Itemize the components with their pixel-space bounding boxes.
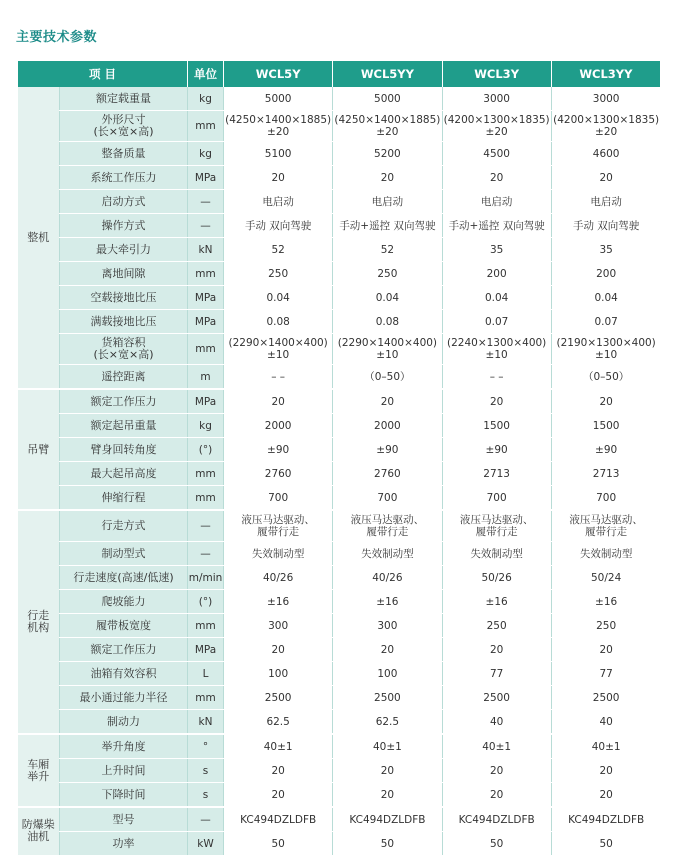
table-row (18, 686, 661, 710)
row-value: 液压马达驱动、 履带行走 (442, 510, 551, 542)
row-unit: mm (188, 334, 224, 365)
table-row (18, 807, 661, 832)
row-unit: m/min (188, 566, 224, 590)
table-row (18, 166, 661, 190)
row-value: 20 (442, 389, 551, 414)
row-value: 700 (333, 486, 442, 511)
row-item-label: 额定起吊重量 (60, 414, 188, 438)
table-row (18, 734, 661, 759)
row-value: 3000 (551, 87, 660, 111)
header-item: 项 目 (18, 61, 188, 87)
row-value: 20 (333, 166, 442, 190)
row-unit: L (188, 662, 224, 686)
row-value: 50 (224, 832, 333, 856)
header-model: WCL5YY (333, 61, 442, 87)
row-value: (2290×1400×400) ±10 (224, 334, 333, 365)
row-unit: (°) (188, 438, 224, 462)
row-unit: kg (188, 414, 224, 438)
row-value: 50/26 (442, 566, 551, 590)
row-value: – – (442, 365, 551, 390)
row-value: 100 (333, 662, 442, 686)
row-item-label: 制动力 (60, 710, 188, 735)
row-value: KC494DZLDFB (224, 807, 333, 832)
group-label: 吊臂 (18, 389, 60, 510)
row-value: 62.5 (333, 710, 442, 735)
row-value: 20 (333, 783, 442, 808)
row-value: 2500 (333, 686, 442, 710)
row-value: 0.04 (224, 286, 333, 310)
row-value: 40 (442, 710, 551, 735)
row-value: 300 (224, 614, 333, 638)
row-value: KC494DZLDFB (333, 807, 442, 832)
row-value: 0.07 (442, 310, 551, 334)
row-item-label: 启动方式 (60, 190, 188, 214)
row-item-label: 举升角度 (60, 734, 188, 759)
table-row (18, 238, 661, 262)
row-unit: MPa (188, 389, 224, 414)
row-item-label: 遥控距离 (60, 365, 188, 390)
row-unit: kW (188, 832, 224, 856)
row-value: 0.08 (333, 310, 442, 334)
row-value: 40 (551, 710, 660, 735)
row-value: ±16 (551, 590, 660, 614)
table-row (18, 214, 661, 238)
row-item-label: 最大起吊高度 (60, 462, 188, 486)
row-value: 3000 (442, 87, 551, 111)
row-value: （0–50） (333, 365, 442, 390)
row-value: 20 (551, 638, 660, 662)
row-value: 20 (224, 783, 333, 808)
row-value: 电启动 (333, 190, 442, 214)
row-value: KC494DZLDFB (442, 807, 551, 832)
table-row (18, 334, 661, 365)
row-value: 2500 (442, 686, 551, 710)
row-item-label: 油箱有效容积 (60, 662, 188, 686)
row-value: 200 (551, 262, 660, 286)
row-value: (2290×1400×400) ±10 (333, 334, 442, 365)
row-value: ±90 (442, 438, 551, 462)
row-value: 20 (224, 166, 333, 190)
row-value: 40±1 (442, 734, 551, 759)
table-row (18, 365, 661, 390)
row-item-label: 伸缩行程 (60, 486, 188, 511)
table-row (18, 286, 661, 310)
row-unit: kg (188, 87, 224, 111)
row-item-label: 臂身回转角度 (60, 438, 188, 462)
row-value: 20 (442, 638, 551, 662)
row-value: 35 (551, 238, 660, 262)
row-value: (4200×1300×1835) ±20 (442, 111, 551, 142)
row-value: 20 (551, 783, 660, 808)
row-value: 100 (224, 662, 333, 686)
row-value: ±90 (224, 438, 333, 462)
table-row (18, 87, 661, 111)
row-item-label: 额定工作压力 (60, 638, 188, 662)
row-value: 20 (224, 389, 333, 414)
row-unit: — (188, 214, 224, 238)
row-value: ±16 (224, 590, 333, 614)
row-value: 250 (442, 614, 551, 638)
row-value: 失效制动型 (224, 542, 333, 566)
row-value: 40±1 (224, 734, 333, 759)
row-value: 1500 (442, 414, 551, 438)
row-value: 4500 (442, 142, 551, 166)
row-unit: mm (188, 686, 224, 710)
row-value: 20 (442, 783, 551, 808)
row-item-label: 型号 (60, 807, 188, 832)
row-value: 电启动 (442, 190, 551, 214)
row-value: 手动 双向驾驶 (551, 214, 660, 238)
row-unit: MPa (188, 638, 224, 662)
row-value: 0.07 (551, 310, 660, 334)
table-row (18, 759, 661, 783)
row-value: – – (224, 365, 333, 390)
row-value: 5100 (224, 142, 333, 166)
row-value: 700 (551, 486, 660, 511)
row-unit: — (188, 510, 224, 542)
row-value: 2000 (333, 414, 442, 438)
row-value: KC494DZLDFB (551, 807, 660, 832)
row-value: 0.04 (333, 286, 442, 310)
row-value: ±16 (442, 590, 551, 614)
group-label: 车厢 举升 (18, 734, 60, 807)
row-value: ±16 (333, 590, 442, 614)
row-unit: kN (188, 710, 224, 735)
row-unit: — (188, 190, 224, 214)
row-value: 52 (333, 238, 442, 262)
row-value: 40/26 (333, 566, 442, 590)
row-value: 700 (224, 486, 333, 511)
row-item-label: 下降时间 (60, 783, 188, 808)
row-item-label: 空载接地比压 (60, 286, 188, 310)
row-value: 40/26 (224, 566, 333, 590)
row-value: （0–50） (551, 365, 660, 390)
row-unit: — (188, 542, 224, 566)
table-row (18, 310, 661, 334)
row-value: 20 (224, 638, 333, 662)
row-value: 电启动 (224, 190, 333, 214)
row-value: 手动+遥控 双向驾驶 (442, 214, 551, 238)
row-value: 200 (442, 262, 551, 286)
row-unit: s (188, 783, 224, 808)
row-unit: MPa (188, 166, 224, 190)
table-row (18, 710, 661, 735)
row-value: 20 (333, 638, 442, 662)
row-unit: MPa (188, 310, 224, 334)
spec-table (17, 61, 661, 857)
header-model: WCL5Y (224, 61, 333, 87)
row-value: 失效制动型 (551, 542, 660, 566)
row-unit: MPa (188, 286, 224, 310)
row-value: ±90 (333, 438, 442, 462)
row-value: 0.08 (224, 310, 333, 334)
row-value: 20 (551, 389, 660, 414)
row-unit: — (188, 807, 224, 832)
row-item-label: 功率 (60, 832, 188, 856)
row-value: 2000 (224, 414, 333, 438)
row-value: 40±1 (333, 734, 442, 759)
row-value: 液压马达驱动、 履带行走 (333, 510, 442, 542)
row-value: 1500 (551, 414, 660, 438)
row-value: 电启动 (551, 190, 660, 214)
table-row (18, 614, 661, 638)
table-row (18, 638, 661, 662)
row-unit: mm (188, 262, 224, 286)
header-model: WCL3Y (442, 61, 551, 87)
row-value: ±90 (551, 438, 660, 462)
table-row (18, 262, 661, 286)
page-title: 主要技术参数 (16, 30, 98, 45)
row-item-label: 操作方式 (60, 214, 188, 238)
row-item-label: 行走方式 (60, 510, 188, 542)
row-value: 失效制动型 (442, 542, 551, 566)
table-row (18, 510, 661, 542)
row-value: 20 (442, 759, 551, 783)
row-value: 62.5 (224, 710, 333, 735)
row-item-label: 额定载重量 (60, 87, 188, 111)
row-value: 0.04 (551, 286, 660, 310)
row-value: 20 (224, 759, 333, 783)
row-value: 5000 (224, 87, 333, 111)
group-label: 整机 (18, 87, 60, 389)
row-value: 700 (442, 486, 551, 511)
row-value: 液压马达驱动、 履带行走 (551, 510, 660, 542)
row-unit: kg (188, 142, 224, 166)
row-value: (4250×1400×1885) ±20 (333, 111, 442, 142)
row-value: 2760 (224, 462, 333, 486)
row-value: (4250×1400×1885) ±20 (224, 111, 333, 142)
table-row (18, 462, 661, 486)
row-value: 52 (224, 238, 333, 262)
spec-table-body (18, 87, 661, 856)
row-item-label: 外形尺寸 (长×宽×高) (60, 111, 188, 142)
table-row (18, 486, 661, 511)
row-item-label: 离地间隙 (60, 262, 188, 286)
row-unit: mm (188, 462, 224, 486)
row-value: 50 (442, 832, 551, 856)
row-value: 20 (442, 166, 551, 190)
row-unit: mm (188, 486, 224, 511)
header-unit: 单位 (188, 61, 224, 87)
row-value: 77 (442, 662, 551, 686)
row-unit: ° (188, 734, 224, 759)
row-value: 250 (224, 262, 333, 286)
row-value: 250 (333, 262, 442, 286)
row-unit: (°) (188, 590, 224, 614)
row-item-label: 行走速度(高速/低速) (60, 566, 188, 590)
row-item-label: 上升时间 (60, 759, 188, 783)
row-unit: mm (188, 614, 224, 638)
row-value: 300 (333, 614, 442, 638)
header-model: WCL3YY (551, 61, 660, 87)
row-unit: mm (188, 111, 224, 142)
row-value: 5200 (333, 142, 442, 166)
table-row (18, 190, 661, 214)
row-value: (2190×1300×400) ±10 (551, 334, 660, 365)
row-item-label: 履带板宽度 (60, 614, 188, 638)
row-unit: s (188, 759, 224, 783)
row-value: 液压马达驱动、 履带行走 (224, 510, 333, 542)
row-value: 手动 双向驾驶 (224, 214, 333, 238)
table-row (18, 111, 661, 142)
row-value: 0.04 (442, 286, 551, 310)
row-unit: m (188, 365, 224, 390)
table-header-row (18, 61, 661, 87)
row-value: 2760 (333, 462, 442, 486)
row-value: 77 (551, 662, 660, 686)
row-value: 20 (333, 389, 442, 414)
row-value: 2500 (551, 686, 660, 710)
row-value: 失效制动型 (333, 542, 442, 566)
table-row (18, 142, 661, 166)
row-value: 50 (333, 832, 442, 856)
row-item-label: 额定工作压力 (60, 389, 188, 414)
row-value: 20 (551, 166, 660, 190)
row-value: 250 (551, 614, 660, 638)
table-row (18, 414, 661, 438)
group-label: 行走 机构 (18, 510, 60, 734)
row-unit: kN (188, 238, 224, 262)
row-value: 5000 (333, 87, 442, 111)
row-value: 50/24 (551, 566, 660, 590)
row-value: 手动+遥控 双向驾驶 (333, 214, 442, 238)
row-item-label: 整备质量 (60, 142, 188, 166)
row-item-label: 爬坡能力 (60, 590, 188, 614)
table-row (18, 389, 661, 414)
row-value: 2713 (442, 462, 551, 486)
row-item-label: 系统工作压力 (60, 166, 188, 190)
row-item-label: 制动型式 (60, 542, 188, 566)
row-value: 2500 (224, 686, 333, 710)
row-value: 40±1 (551, 734, 660, 759)
group-label: 防爆柴 油机 (18, 807, 60, 856)
row-item-label: 满载接地比压 (60, 310, 188, 334)
table-row (18, 662, 661, 686)
row-value: 20 (551, 759, 660, 783)
table-row (18, 590, 661, 614)
table-row (18, 542, 661, 566)
table-row (18, 566, 661, 590)
row-item-label: 货箱容积 (长×宽×高) (60, 334, 188, 365)
row-value: 20 (333, 759, 442, 783)
row-value: 2713 (551, 462, 660, 486)
table-row (18, 783, 661, 808)
row-item-label: 最小通过能力半径 (60, 686, 188, 710)
table-row (18, 438, 661, 462)
row-value: 4600 (551, 142, 660, 166)
row-value: 50 (551, 832, 660, 856)
row-item-label: 最大牵引力 (60, 238, 188, 262)
row-value: 35 (442, 238, 551, 262)
row-value: (2240×1300×400) ±10 (442, 334, 551, 365)
row-value: (4200×1300×1835) ±20 (551, 111, 660, 142)
